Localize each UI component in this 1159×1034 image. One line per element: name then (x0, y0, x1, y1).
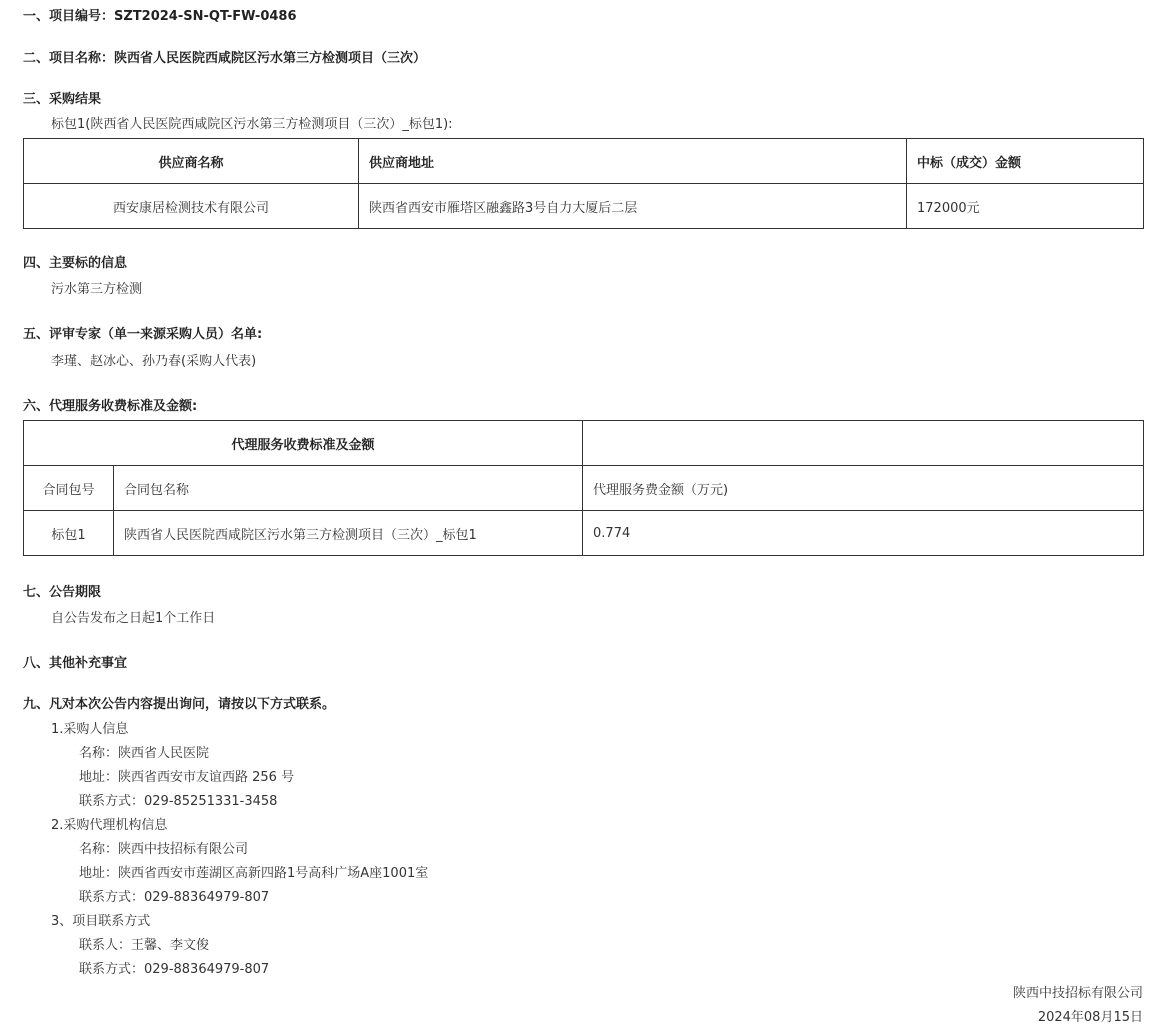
contact-heading: 九、凡对本次公告内容提出询问，请按以下方式联系。 (23, 697, 336, 712)
experts-heading: 五、评审专家（单一来源采购人员）名单: (23, 327, 263, 342)
buyer-name: 名称：陕西省人民医院 (79, 746, 210, 761)
fee-title-row (24, 421, 1144, 466)
header-package-name: 合同包名称 (114, 466, 583, 511)
project-number-label: 一、项目编号： (23, 9, 115, 24)
agency-contact: 联系方式：029-88364979-807 (79, 890, 270, 905)
project-number-value: SZT2024-SN-QT-FW-0486 (114, 9, 297, 24)
project-name-value: 陕西省人民医院西咸院区污水第三方检测项目（三次） (114, 51, 427, 66)
fee-title-empty-cell (583, 421, 1144, 466)
cell-package-name: 陕西省人民医院西咸院区污水第三方检测项目（三次）_标包1 (114, 511, 583, 556)
footer-company: 陕西中技招标有限公司 (1012, 986, 1143, 1001)
project-contact-phone: 联系方式：029-88364979-807 (79, 962, 270, 977)
project-name-label: 二、项目名称： (23, 51, 115, 66)
experts-text: 李瑾、赵冰心、孙乃春(采购人代表) (51, 354, 257, 369)
table-row (24, 511, 1144, 556)
cell-supplier-name: 西安康居检测技术有限公司 (24, 184, 359, 229)
buyer-contact: 联系方式：029-85251331-3458 (79, 794, 278, 809)
project-name (23, 50, 426, 68)
table-row (24, 184, 1144, 229)
cell-award-amount: 172000元 (907, 184, 1144, 229)
header-package-number: 合同包号 (24, 466, 114, 511)
main-subject-heading: 四、主要标的信息 (23, 256, 128, 271)
cell-supplier-address: 陕西省西安市雁塔区融鑫路3号自力大厦后二层 (359, 184, 907, 229)
fee-table-title: 代理服务收费标准及金额 (24, 421, 583, 466)
other-matters-heading: 八、其他补充事宜 (23, 656, 128, 671)
agency-address: 地址：陕西省西安市莲湖区高新四路1号高科广场A座1001室 (79, 866, 429, 881)
buyer-address: 地址：陕西省西安市友谊西路 256 号 (79, 770, 295, 785)
notice-period-heading: 七、公告期限 (23, 585, 102, 600)
procurement-result-heading: 三、采购结果 (23, 92, 102, 107)
project-contact-person: 联系人：王馨、李文俊 (79, 938, 210, 953)
header-fee-amount: 代理服务费金额（万元) (583, 466, 1144, 511)
project-number (23, 8, 297, 26)
main-subject-text: 污水第三方检测 (51, 282, 143, 297)
agency-fee-heading: 六、代理服务收费标准及金额: (23, 399, 198, 414)
project-contact-title: 3、项目联系方式 (51, 914, 151, 929)
header-supplier-address: 供应商地址 (359, 139, 907, 184)
package-line: 标包1(陕西省人民医院西咸院区污水第三方检测项目（三次）_标包1): (51, 117, 453, 132)
cell-fee-amount: 0.774 (583, 511, 1144, 556)
buyer-info-title: 1.采购人信息 (51, 722, 129, 737)
agency-fee-table (23, 420, 1144, 556)
header-supplier-name: 供应商名称 (24, 139, 359, 184)
cell-package-number: 标包1 (24, 511, 114, 556)
agency-name: 名称：陕西中技招标有限公司 (79, 842, 249, 857)
table-header-row (24, 139, 1144, 184)
result-table (23, 138, 1144, 229)
header-award-amount: 中标（成交）金额 (907, 139, 1144, 184)
agency-info-title: 2.采购代理机构信息 (51, 818, 168, 833)
footer-date: 2024年08月15日 (1037, 1010, 1143, 1025)
notice-period-text: 自公告发布之日起1个工作日 (51, 611, 216, 626)
fee-header-row (24, 466, 1144, 511)
